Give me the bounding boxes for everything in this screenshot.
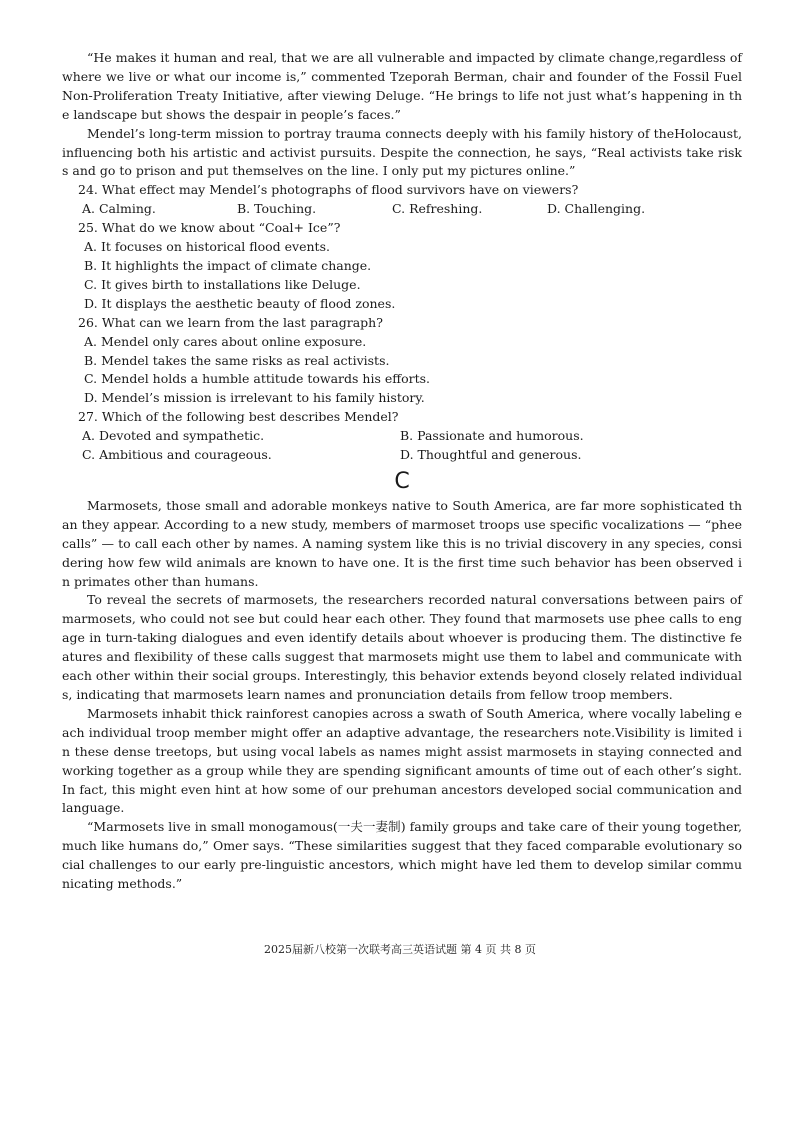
option-c: C. It gives birth to installations like Deluge.	[84, 276, 361, 292]
page-content	[62, 49, 742, 894]
question-27-options-row-1	[62, 427, 742, 446]
passage-b-paragraph: Mendel’s long-term mission to portray trauma connects deeply with his family history of theHolocaust, influencing both his artistic and activist pursuits. Despite the connection, he says, “Real activists take risks and go to prison and put themselves on the line. I only put my pictures online.”	[62, 125, 742, 179]
option-d: D. Challenging.	[547, 201, 646, 217]
question-26-stem: 26. What can we learn from the last paragraph?	[78, 314, 383, 330]
section-c-paragraph: “Marmosets live in small monogamous(一夫一妻制) family groups and take care of their young together, much like humans do,” Omer says. “These similarities suggest that they faced comparable evolutionary social challenges to our early pre-linguistic ancestors, which might have led them to develop similar communicating methods.”	[62, 819, 742, 892]
question-27-stem: 27. Which of the following best describes Mendel?	[78, 409, 399, 425]
section-heading: C	[394, 468, 410, 494]
option-a: A. Calming.	[82, 201, 156, 217]
question-24-stem: 24. What effect may Mendel’s photographs of flood survivors have on viewers?	[78, 182, 579, 198]
option-b: B. Touching.	[237, 201, 317, 217]
option-c: C. Ambitious and courageous.	[82, 447, 272, 463]
section-c-paragraph: Marmosets inhabit thick rainforest canopies across a swath of South America, where vocally labeling each individual troop member might offer an adaptive advantage, the researchers note.Visibility is limited in these dense treetops, but using vocal labels as names might assist marmosets in staying connected and working together as a group while they are spending significant amounts of time out of each other’s sight. In fact, this might even hint at how some of our prehuman ancestors developed social communication and language.	[62, 705, 742, 816]
section-c-paragraph: To reveal the secrets of marmosets, the researchers recorded natural conversations between pairs of marmosets, who could not see but could hear each other. They found that marmosets use phee calls to engage in turn-taking dialogues and even identify details about whoever is producing them. The distinctive features and flexibility of these calls suggest that marmosets might use them to label and communicate with each other within their social groups. Interestingly, this behavior extends beyond closely related individuals, indicating that marmosets learn names and pronunciation details from fellow troop members.	[62, 592, 742, 702]
option-b: B. Passionate and humorous.	[400, 428, 584, 444]
question-25-stem: 25. What do we know about “Coal+ Ice”?	[78, 220, 341, 236]
option-a: A. It focuses on historical flood events.	[84, 239, 330, 255]
option-a: A. Mendel only cares about online exposure.	[84, 333, 367, 349]
option-c: C. Refreshing.	[392, 201, 483, 217]
option-d: D. It displays the aesthetic beauty of flood zones.	[84, 295, 396, 311]
page-footer: 2025届新八校第一次联考高三英语试题 第 4 页 共 8 页	[264, 943, 536, 956]
option-d: D. Thoughtful and generous.	[400, 447, 582, 463]
option-a: A. Devoted and sympathetic.	[82, 428, 265, 444]
passage-b-paragraph: “He makes it human and real, that we are all vulnerable and impacted by climate change,regardless of where we live or what our income is,” commented Tzeporah Berman, chair and founder of the Fossil Fuel Non-Proliferation Treaty Initiative, after viewing Deluge. “He brings to life not just what’s happening in the landscape but shows the despair in people’s faces.”	[62, 50, 742, 122]
option-d: D. Mendel’s mission is irrelevant to his family history.	[84, 390, 425, 406]
question-27-options-row-2	[62, 446, 742, 465]
option-b: B. It highlights the impact of climate change.	[84, 257, 372, 273]
option-c: C. Mendel holds a humble attitude towards his efforts.	[84, 371, 431, 387]
question-24-options	[62, 200, 742, 219]
option-b: B. Mendel takes the same risks as real activists.	[84, 352, 390, 368]
section-c-paragraph: Marmosets, those small and adorable monkeys native to South America, are far more sophisticated than they appear. According to a new study, members of marmoset troops use specific vocalizations — “phee calls” — to call each other by names. A naming system like this is no trivial discovery in any species, considering how few wild animals are known to have one. It is the first time such behavior has been observed in primates other than humans.	[62, 497, 742, 589]
